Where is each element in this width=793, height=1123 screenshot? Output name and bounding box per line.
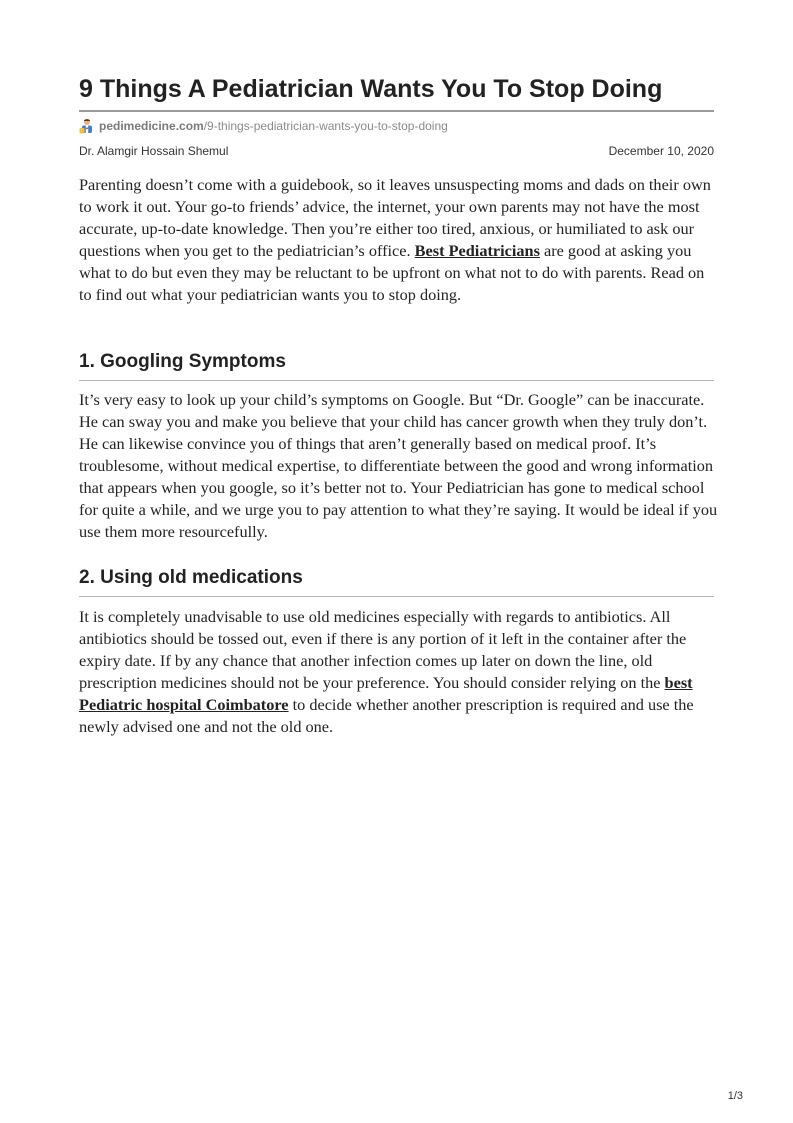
intro-text-after-link: are good at asking you what to do but even they may be reluctant to be upfront on what not to do with parents. Read on to find out what your pediatrician wants you to stop doing. bbox=[79, 241, 705, 304]
intro-text-before-link: Parenting doesn’t come with a guidebook, so it leaves unsuspecting moms and dads on their own to work it out. Your go-to friends’ advice, the internet, your own parents may not have the most accurate, up-to-date knowledge. Then you’re either too tired, anxious, or humiliated to ask our questions when you get to the pediatrician’s office. bbox=[79, 175, 711, 260]
page-number: 1/3 bbox=[727, 1090, 743, 1102]
source-path[interactable]: /9-things-pediatrician-wants-you-to-stop-doing bbox=[203, 119, 448, 133]
page-title: 9 Things A Pediatrician Wants You To Stop Doing bbox=[79, 75, 663, 103]
best-pediatricians-link[interactable]: Best Pediatricians bbox=[414, 241, 540, 260]
section-heading-old-medications: 2. Using old medications bbox=[79, 567, 303, 588]
section-paragraph-old-medications bbox=[79, 606, 719, 738]
author-name: Dr. Alamgir Hossain Shemul bbox=[79, 144, 229, 158]
doctor-favicon-icon bbox=[79, 118, 95, 134]
section-paragraph-googling-symptoms: It’s very easy to look up your child’s symptoms on Google. But “Dr. Google” can be inaccurate. He can sway you and make you believe that your child has cancer growth when they truly don’t. He can likewise convince you of things that aren’t generally based on medical proof. It’s troublesome, without medical expertise, to differentiate between the good and wrong information that appears when you google, so it’s better not to. Your Pediatrician has gone to medical school for quite a while, and we urge you to pay attention to what they’re saying. It would be ideal if you use them more resourcefully. bbox=[79, 390, 718, 541]
section2-text-after-link: to decide whether another prescription is required and use the newly advised one and not the old one. bbox=[79, 695, 694, 736]
section2-text-before-link: It is completely unadvisable to use old medicines especially with regards to antibiotics. All antibiotics should be tossed out, even if there is any portion of it left in the container after the expiry date. If by any chance that another infection comes up later on down the line, old prescription medicines should not be your preference. You should consider relying on the bbox=[79, 607, 687, 692]
source-line[interactable] bbox=[79, 117, 448, 135]
section-divider bbox=[79, 596, 714, 597]
title-divider bbox=[79, 110, 714, 112]
source-domain[interactable]: pedimedicine.com bbox=[99, 119, 204, 133]
intro-paragraph bbox=[79, 174, 719, 306]
best-pediatric-hospital-link[interactable]: best Pediatric hospital Coimbatore bbox=[79, 673, 693, 714]
publish-date: December 10, 2020 bbox=[608, 144, 714, 158]
section-heading-googling-symptoms: 1. Googling Symptoms bbox=[79, 351, 286, 372]
section-divider bbox=[79, 380, 714, 381]
article-meta bbox=[79, 143, 714, 159]
